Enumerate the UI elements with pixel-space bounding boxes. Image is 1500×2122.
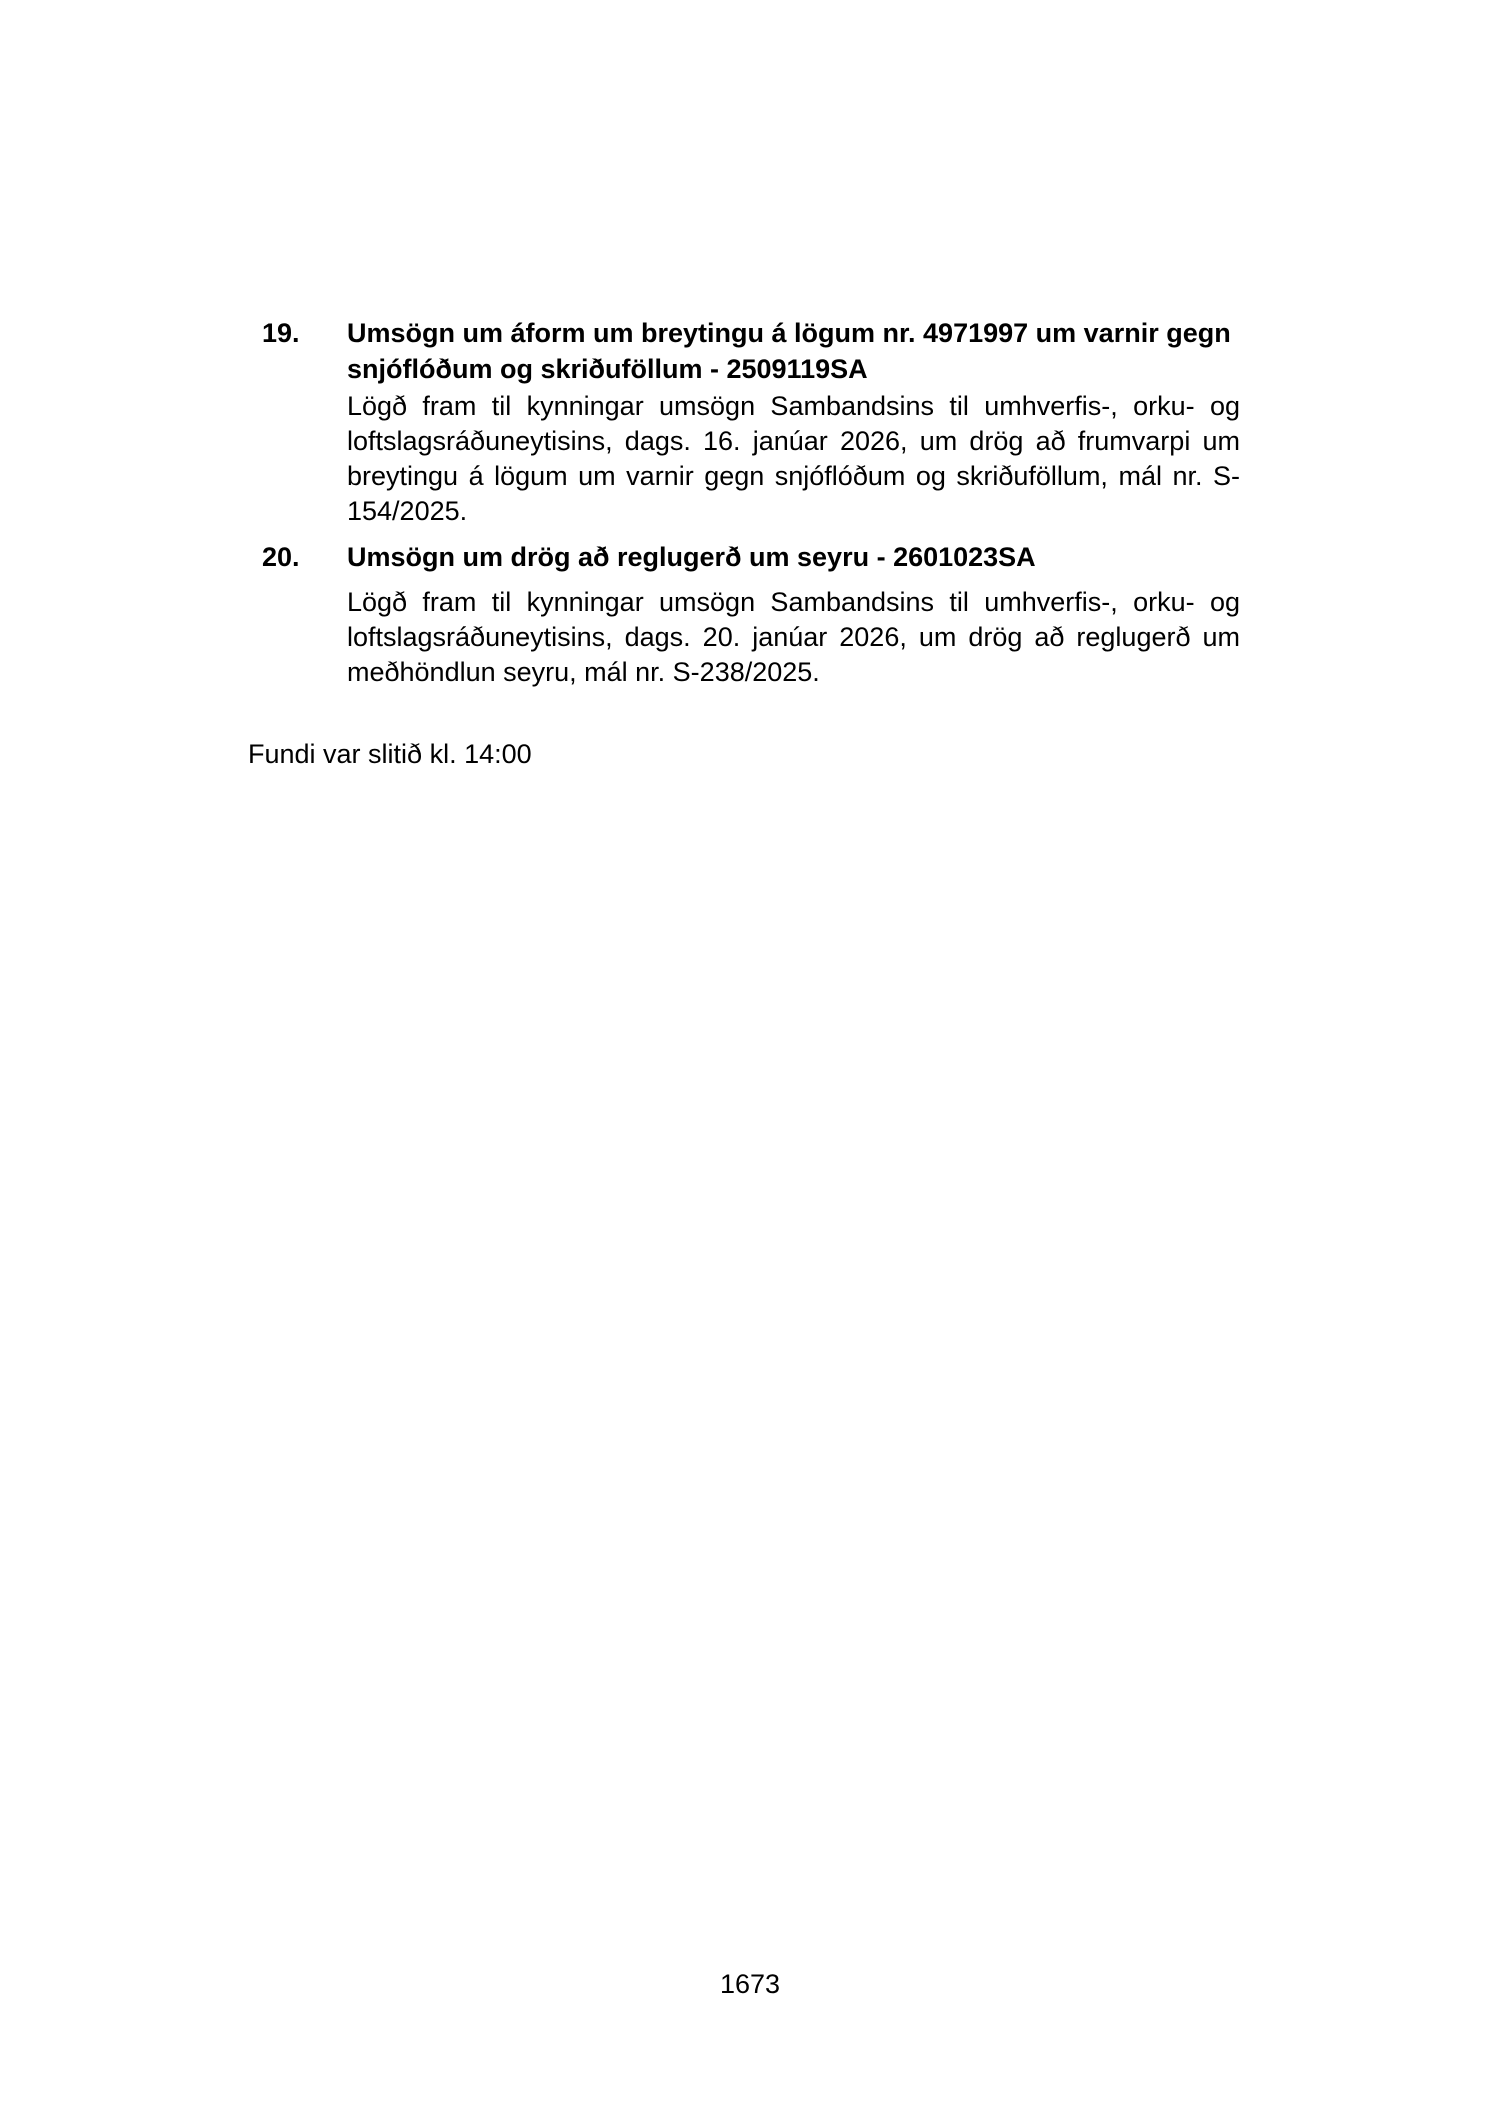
item-19-body-line-2: loftslagsráðuneytisins, dags. 16. janúar 2026, um drög að frumvarpi um	[347, 426, 1240, 456]
item-19-body-line-3: breytingu á lögum um varnir gegn snjóflóðum og skriðuföllum, mál nr. S-	[347, 461, 1240, 491]
page-number: 1673	[719, 1969, 781, 1999]
item-19-body-line-4: 154/2025.	[347, 496, 468, 526]
agenda-item-20-body	[347, 585, 1240, 690]
agenda-item-20	[262, 539, 1036, 575]
agenda-item-19-body	[347, 389, 1240, 529]
item-20-body-line-1: Lögð fram til kynningar umsögn Sambandsins til umhverfis-, orku- og	[347, 587, 1240, 617]
meeting-adjourned-text: Fundi var slitið kl. 14:00	[248, 739, 532, 769]
item-19-title-line-1: Umsögn um áform um breytingu á lögum nr. 4971997 um varnir gegn	[347, 318, 1231, 348]
item-19-body-line-1: Lögð fram til kynningar umsögn Sambandsins til umhverfis-, orku- og	[347, 391, 1240, 421]
item-20-number: 20.	[262, 542, 300, 572]
item-19-title-line-2: snjóflóðum og skriðuföllum - 2509119SA	[347, 354, 868, 384]
item-20-body-line-2: loftslagsráðuneytisins, dags. 20. janúar 2026, um drög að reglugerð um	[347, 622, 1240, 652]
item-20-body-line-3: meðhöndlun seyru, mál nr. S-238/2025.	[347, 657, 820, 687]
item-19-title	[347, 315, 1231, 387]
agenda-item-19	[262, 315, 1231, 387]
item-19-number: 19.	[262, 318, 300, 348]
item-20-title-line-1: Umsögn um drög að reglugerð um seyru - 2601023SA	[347, 542, 1036, 572]
item-20-title	[347, 539, 1036, 575]
